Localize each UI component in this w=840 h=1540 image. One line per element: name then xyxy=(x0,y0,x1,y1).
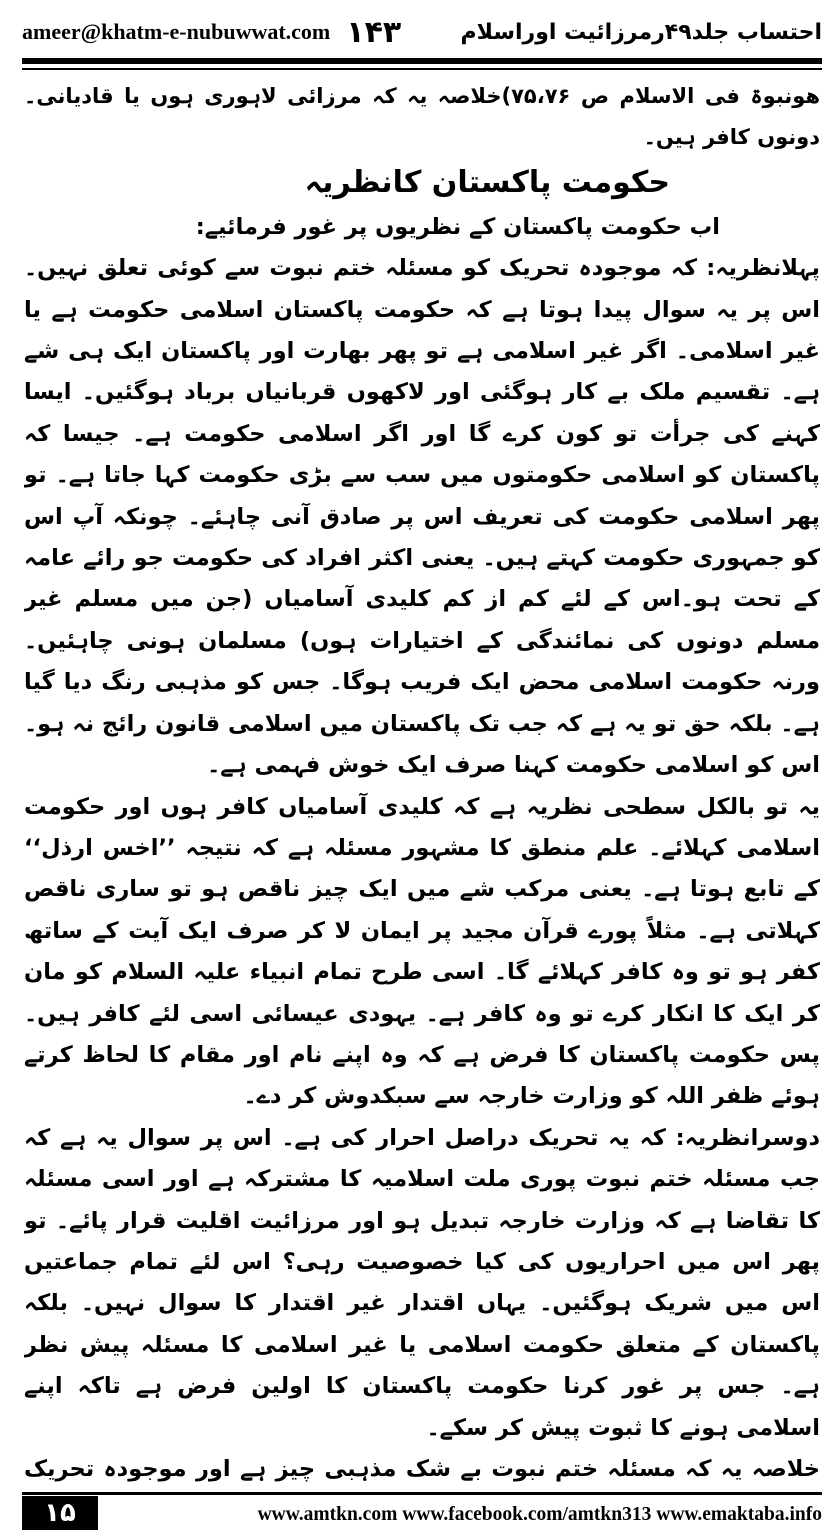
intro-line: اب حکومت پاکستان کے نظریوں پر غور فرمائیے: xyxy=(195,213,720,240)
page-footer xyxy=(22,1492,822,1532)
header-rule-thin xyxy=(22,68,822,70)
body-first-line: ھونبوۃ فی الاسلام ص ۷۵،۷۶)خلاصہ یہ کہ مرزائی لاہوری ہوں یا قادیانی۔ دونوں کافر ہیں۔ xyxy=(24,84,820,150)
paragraph-second: یہ تو بالکل سطحی نظریہ ہے کہ کلیدی آسامیاں کافر ہوں اور حکومت اسلامی کہلائے۔ علم منطق کا مشہور مسئلہ ہے کہ نتیجہ ’’اخس ارذل‘‘ کے تابع ہوتا ہے۔ یعنی مرکب شے میں ایک چیز ناقص ہو تو ساری ناقص کہلاتی ہے۔ مثلاً پورے قرآن مجید پر ایمان لا کر صرف ایک آیت کے ساتھ کفر ہو تو وہ کافر کہلائے گا۔ اسی طرح تمام انبیاء علیہ السلام کو مان کر ایک کا انکار کرے تو وہ کافر ہے۔ یہودی عیسائی اسی لئے کافر ہیں۔ پس حکومت پاکستان کا فرض ہے کہ وہ اپنے نام اور مقام کا لحاظ کرتے ہوئے ظفر اللہ کو وزارت خارجہ سے سبکدوش کر دے۔ xyxy=(24,793,820,1110)
page-header xyxy=(22,12,822,52)
page-body xyxy=(24,76,820,1486)
header-email: ameer@khatm-e-nubuwwat.com xyxy=(22,19,331,44)
footer-page-number: ۱۵ xyxy=(22,1496,98,1530)
header-rule-thick xyxy=(22,58,822,64)
paragraph-summary: خلاصہ یہ کہ مسئلہ ختم نبوت بے شک مذہبی چیز ہے اور موجودہ تحریک xyxy=(24,1456,820,1482)
paragraph-first-theory: پہلانظریہ: کہ موجودہ تحریک کو مسئلہ ختم نبوت سے کوئی تعلق نہیں۔اس پر یہ سوال پیدا ہوتا ہے کہ حکومت پاکستان اسلامی حکومت ہے یا غیر اسلامی۔ اگر غیر اسلامی ہے تو پھر بھارت اور پاکستان ایک ہی شے ہے۔ تقسیم ملک بے کار ہوگئی اور لاکھوں قربانیاں برباد ہوگئیں۔ ایسا کہنے کی جرأت تو کون کرے گا اور اگر اسلامی حکومت ہے۔ جیسا کہ پاکستان کو اسلامی حکومتوں میں سب سے بڑی حکومت کہا جاتا ہے۔ تو پھر اسلامی حکومت کی تعریف اس پر صادق آنی چاہئے۔ چونکہ آپ اس کو جمہوری حکومت کہتے ہیں۔ یعنی اکثر افراد کی حکومت جو رائے عامہ کے تحت ہو۔اس کے لئے کم از کم کلیدی آسامیاں (جن میں مسلم غیر مسلم دونوں کی نمائندگی کے اختیارات ہوں) مسلمان ہونی چاہئیں۔ ورنہ حکومت اسلامی محض ایک فریب ہوگا۔ جس کو مذہبی رنگ دیا گیا ہے۔ بلکہ حق تو یہ ہے کہ جب تک پاکستان میں اسلامی قانون رائج نہ ہو۔اس کو اسلامی حکومت کہنا صرف ایک خوش فہمی ہے۔ xyxy=(24,255,820,779)
paragraph-second-theory: دوسرانظریہ: کہ یہ تحریک دراصل احرار کی ہے۔ اس پر سوال یہ ہے کہ جب مسئلہ ختم نبوت پوری ملت اسلامیہ کا مشترکہ ہے اور اسی مسئلہ کا تقاضا ہے کہ وزارت خارجہ تبدیل ہو اور مرزائیت اقلیت قرار پائے۔ تو پھر اس میں احراریوں کی کیا خصوصیت رہی؟ اس لئے تمام جماعتیں اس میں شریک ہوگئیں۔ یہاں اقتدار غیر اقتدار کا سوال نہیں۔ بلکہ پاکستان کے متعلق حکومت اسلامی یا غیر اسلامی کا مسئلہ پیش نظر ہے۔ جس پر غور کرنا حکومت پاکستان کا اولین فرض ہے تاکہ اپنے اسلامی ہونے کا ثبوت پیش کر سکے۔ xyxy=(24,1124,820,1441)
section-heading: حکومت پاکستان کانظریہ xyxy=(304,164,670,200)
footer-rule xyxy=(22,1492,822,1495)
running-title: احتساب جلد۴۹رمرزائیت اوراسلام xyxy=(460,19,822,45)
header-left-group xyxy=(22,15,401,50)
header-page-number: ۱۴۳ xyxy=(346,14,402,50)
footer-links: www.amtkn.com www.facebook.com/amtkn313 www.emaktaba.info xyxy=(257,1504,822,1525)
